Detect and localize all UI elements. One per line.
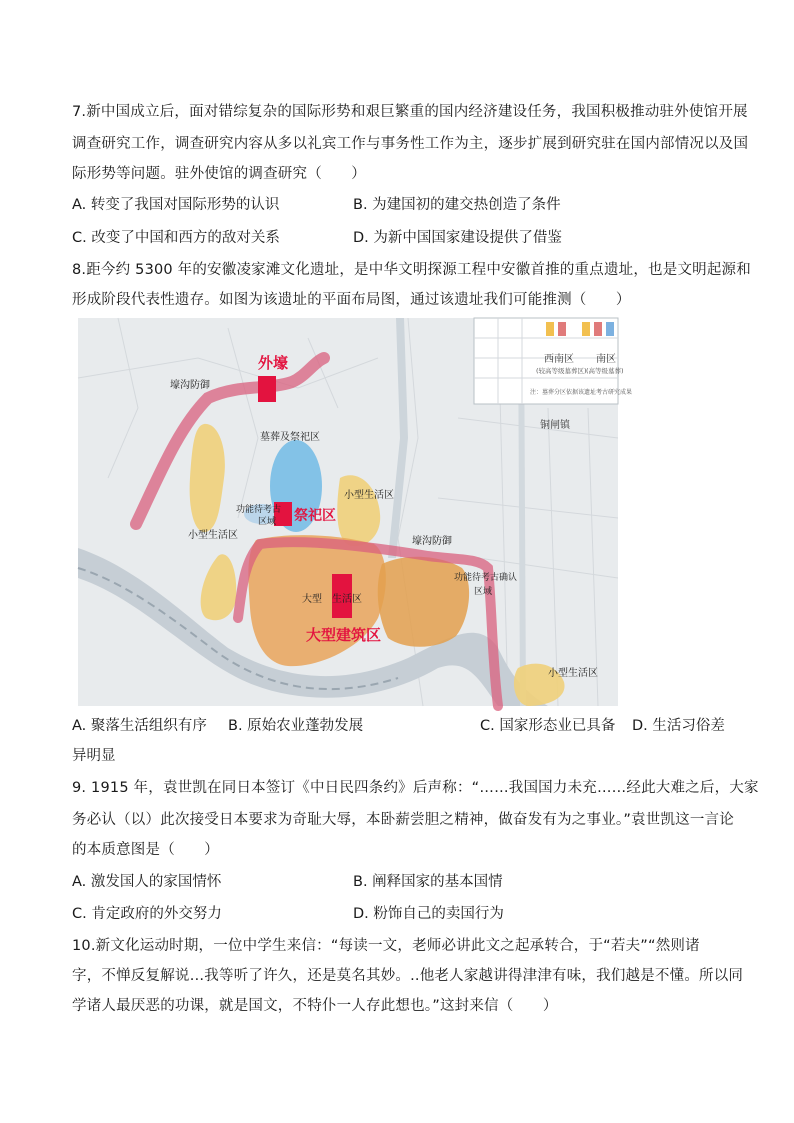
q7-line-1: 7.新中国成立后，面对错综复杂的国际形势和艰巨繁重的国内经济建设任务，我国积极推动驻外使馆开展: [72, 104, 748, 120]
q8-option-c: C. 国家形态业已具备: [480, 718, 616, 734]
q7-line-2: 调查研究工作，调查研究内容从多以礼宾工作与事务性工作为主，逐步扩展到研究驻在国内部情况以及国: [72, 136, 749, 152]
q8-option-d: D. 生活习俗差: [632, 718, 725, 734]
inset-sw-sublabel: (较高等级墓葬区): [536, 367, 587, 375]
label-town: 铜闸镇: [540, 420, 570, 431]
inset-bar-5: [606, 322, 614, 336]
label-moat-defense-1: 壕沟防御: [170, 380, 210, 391]
inset-bar-3: [582, 322, 590, 336]
label-sacrifice-area: 祭祀区: [294, 508, 336, 524]
label-small-living-southeast: 小型生活区: [548, 668, 598, 679]
q8-option-b: B. 原始农业蓬勃发展: [228, 718, 364, 734]
q10-line-3: 学诸人最厌恶的功课，就是国文，不特仆一人存此想也。”这封来信（ ）: [72, 998, 558, 1014]
inset-s-label: 南区: [596, 354, 616, 365]
inset-note: 注：墓葬分区依据该遗址考古研究成果: [530, 389, 633, 396]
inset-bar-4: [594, 322, 602, 336]
inset-bar-2: [558, 322, 566, 336]
q9-option-d: D. 粉饰自己的卖国行为: [353, 906, 504, 922]
q10-line-1: 10.新文化运动时期，一位中学生来信：“每读一文，老师必讲此文之起承转合，于“若夫”“然则诸: [72, 938, 700, 954]
label-moat-defense-2: 壕沟防御: [412, 536, 452, 547]
q7-option-d: D. 为新中国国家建设提供了借鉴: [353, 230, 562, 246]
q7-option-a: A. 转变了我国对国际形势的认识: [72, 197, 280, 213]
q9-line-2: 务必认（以）此次接受日本要求为奇耻大辱，本卧薪尝胆之精神，做奋发有为之事业。”袁世凯这一言论: [72, 812, 734, 828]
label-tomb-area: 墓葬及祭祀区: [260, 432, 320, 443]
label-outer-moat: 外壕: [258, 354, 289, 372]
q8-option-d-cont: 异明显: [72, 748, 116, 764]
site-layout-map: [78, 318, 633, 706]
q7-line-3: 际形势等问题。驻外使馆的调查研究（ ）: [72, 166, 366, 182]
q9-line-3: 的本质意图是（ ）: [72, 842, 219, 858]
inset-bar-1: [546, 322, 554, 336]
q9-option-c: C. 肯定政府的外交努力: [72, 906, 222, 922]
q9-option-b: B. 阐释国家的基本国情: [353, 874, 503, 890]
q8-option-a: A. 聚落生活组织有序: [72, 718, 207, 734]
label-func-pending-2a: 功能待考古确认: [454, 573, 518, 583]
label-func-pending-1b: 区域: [258, 517, 277, 527]
q7-option-b: B. 为建国初的建交热创造了条件: [353, 197, 561, 213]
q8-line-2: 形成阶段代表性遗存。如图为该遗址的平面布局图，通过该遗址我们可能推测（ ）: [72, 292, 631, 308]
label-func-pending-1a: 功能待考古: [236, 505, 282, 515]
site-map-svg: [78, 318, 633, 706]
label-small-living-north: 小型生活区: [344, 490, 394, 501]
q7-option-c: C. 改变了中国和西方的敌对关系: [72, 230, 280, 246]
q10-line-2: 字，不惮反复解说…我等听了许久，还是莫名其妙。..他老人家越讲得津津有味，我们越是不懂。所以同: [72, 968, 744, 984]
label-large-living: 大型 生活区: [302, 594, 362, 605]
q9-line-1: 9. 1915 年，袁世凯在同日本签订《中日民四条约》后声称：“……我国国力未充……经此大难之后，大家: [72, 780, 759, 796]
q9-option-a: A. 激发国人的家国情怀: [72, 874, 222, 890]
q8-line-1: 8.距今约 5300 年的安徽凌家滩文化遗址，是中华文明探源工程中安徽首推的重点遗址，也是文明起源和: [72, 262, 751, 278]
label-small-living-west: 小型生活区: [188, 530, 238, 541]
zone-large-building-east: [378, 557, 469, 647]
inset-sw-label: 西南区: [544, 354, 574, 365]
marker-outer-moat: [258, 376, 276, 402]
label-large-building: 大型建筑区: [306, 626, 382, 644]
label-func-pending-2b: 区域: [474, 587, 493, 597]
inset-s-sublabel: (高等级墓葬): [586, 367, 624, 375]
